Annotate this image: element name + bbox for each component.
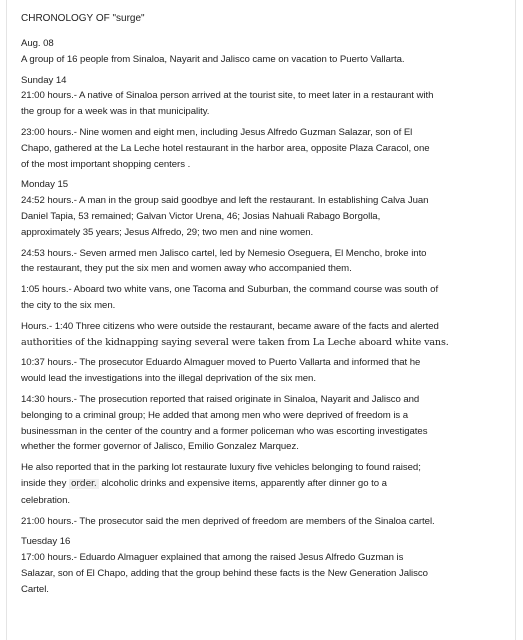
document-body <box>7 0 481 598</box>
text-line: alcoholic drinks and expensive items, apparently after dinner go to a <box>101 477 387 489</box>
text-line: authorities of the kidnapping saying several were taken from La Leche aboard white vans. <box>21 336 449 348</box>
text-line: belonging to a criminal group; He added that among men who were deprived of freedom is a <box>21 409 409 421</box>
text-line: inside they <box>21 477 67 489</box>
text-line: approximately 35 years; Jesus Alfredo, 29; two men and nine women. <box>21 226 314 238</box>
paragraph-2453 <box>21 246 481 278</box>
paragraph-tuesday-16 <box>21 534 481 597</box>
document-title: CHRONOLOGY OF "surge" <box>21 13 145 24</box>
date-heading: Sunday 14 <box>21 74 67 86</box>
paragraph-0140 <box>21 319 481 351</box>
highlighted-word: order. <box>70 478 97 489</box>
text-line: the group for a week was in that municipality. <box>21 106 210 118</box>
date-heading: Tuesday 16 <box>21 536 71 548</box>
text-line: Chapo, gathered at the La Leche hotel restaurant in the harbor area, opposite Plaza Caracol, one <box>21 142 430 154</box>
date-heading: Aug. 08 <box>21 38 54 49</box>
text-line: 24:52 hours.- A man in the group said goodbye and left the restaurant. In establishing Calva Juan <box>21 195 429 207</box>
text-line: Cartel. <box>21 583 49 595</box>
text-line: the restaurant, they put the six men and women away who accompanied them. <box>21 263 352 275</box>
text-line: He also reported that in the parking lot restaurate luxury five vehicles belonging to found raised; <box>21 462 421 474</box>
text-line: 21:00 hours.- A native of Sinaloa person arrived at the tourist site, to meet later in a restaurant with <box>21 90 434 102</box>
text-line: of the most important shopping centers . <box>21 158 191 170</box>
text-line: Daniel Tapia, 53 remained; Galvan Victor Urena, 46; Josias Nahuali Rabago Borgolla, <box>21 210 381 222</box>
text-line: whether the former governor of Jalisco, Emilio Gonzalez Marquez. <box>21 441 299 453</box>
text-line: businessman in the center of the country and a former policeman who was escorting investigates <box>21 425 428 437</box>
paragraph-0105 <box>21 282 481 314</box>
text-line: Hours.- 1:40 Three citizens who were outside the restaurant, became aware of the facts and alerted <box>21 320 439 332</box>
date-heading: Monday 15 <box>21 179 69 191</box>
text-line: 10:37 hours.- The prosecutor Eduardo Almaguer moved to Puerto Vallarta and informed that he <box>21 357 421 369</box>
text-line: 21:00 hours.- The prosecutor said the men deprived of freedom are members of the Sinaloa cartel. <box>21 515 435 527</box>
paragraph-sunday-14 <box>21 73 481 120</box>
text-line: celebration. <box>21 494 70 506</box>
text-line: A group of 16 people from Sinaloa, Nayarit and Jalisco came on vacation to Puerto Vallarta. <box>21 53 405 65</box>
text-line: 1:05 hours.- Aboard two white vans, one Tacoma and Suburban, the command course was south of <box>21 284 439 296</box>
text-line: Salazar, son of El Chapo, adding that the group behind these facts is the New Generation Jalisco <box>21 567 428 579</box>
text-line: 14:30 hours.- The prosecution reported that raised originate in Sinaloa, Nayarit and Jalisco and <box>21 393 420 405</box>
paragraph-monday-15 <box>21 177 481 240</box>
text-line: the city to the six men. <box>21 299 116 311</box>
text-line: would lead the investigations into the illegal deprivation of the six men. <box>21 373 316 385</box>
text-line: 24:53 hours.- Seven armed men Jalisco cartel, led by Nemesio Oseguera, El Mencho, broke into <box>21 247 427 259</box>
paragraph-aug-08 <box>21 36 481 68</box>
paragraph-parking-lot <box>21 460 481 508</box>
text-line: 17:00 hours.- Eduardo Almaguer explained that among the raised Jesus Alfredo Guzman is <box>21 552 404 564</box>
paragraph-1037 <box>21 355 481 387</box>
paragraph-2300 <box>21 125 481 172</box>
document-page <box>6 0 516 640</box>
paragraph-2100 <box>21 514 481 530</box>
text-line: 23:00 hours.- Nine women and eight men, including Jesus Alfredo Guzman Salazar, son of El <box>21 126 413 138</box>
paragraph-1430 <box>21 392 481 455</box>
